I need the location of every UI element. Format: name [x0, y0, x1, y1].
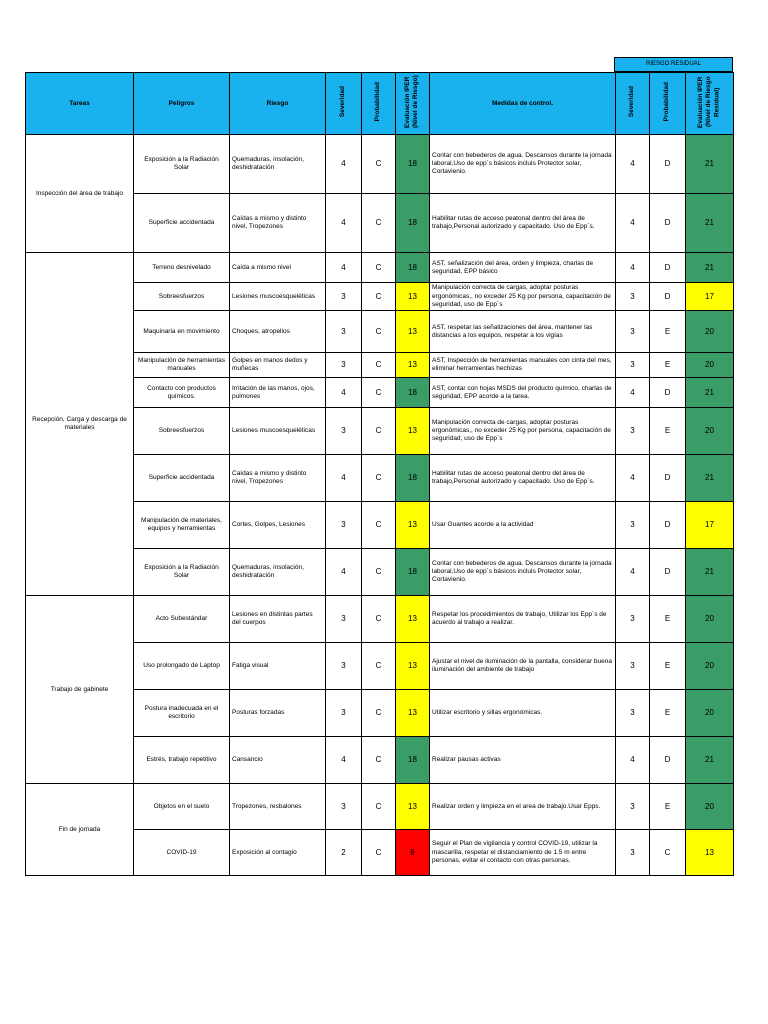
severidad-cell: 3: [326, 596, 362, 643]
probabilidad-cell: C: [362, 737, 396, 784]
severidad-residual-cell: 3: [616, 502, 650, 549]
table-row: [26, 784, 734, 830]
peligro-cell: COVID-19: [134, 830, 230, 876]
probabilidad-residual-cell: D: [650, 378, 686, 408]
evaluacion-residual-cell: 20: [686, 353, 734, 378]
medidas-cell: Usar Guantes acorde a la actividad: [430, 502, 616, 549]
residual-risk-label: RIESGO RESIDUAL: [614, 57, 733, 72]
probabilidad-residual-cell: D: [650, 549, 686, 596]
evaluacion-cell: 13: [396, 311, 430, 353]
probabilidad-cell: C: [362, 311, 396, 353]
probabilidad-cell: C: [362, 549, 396, 596]
probabilidad-cell: C: [362, 643, 396, 690]
probabilidad-cell: C: [362, 596, 396, 643]
table-header-row: [26, 73, 734, 135]
header-probabilidad: Probabilidad: [362, 73, 396, 135]
table-row: [26, 596, 734, 643]
peligro-cell: Estrés, trabajo repetitivo: [134, 737, 230, 784]
evaluacion-cell: 18: [396, 135, 430, 194]
peligro-cell: Superficie accidentada: [134, 194, 230, 253]
probabilidad-residual-cell: D: [650, 194, 686, 253]
table-row: [26, 135, 734, 194]
probabilidad-cell: C: [362, 784, 396, 830]
evaluacion-cell: 18: [396, 549, 430, 596]
riesgo-cell: Cortes, Golpes, Lesiones: [230, 502, 326, 549]
probabilidad-cell: C: [362, 690, 396, 737]
evaluacion-residual-cell: 21: [686, 549, 734, 596]
severidad-cell: 4: [326, 135, 362, 194]
probabilidad-cell: C: [362, 283, 396, 311]
severidad-cell: 4: [326, 194, 362, 253]
evaluacion-cell: 18: [396, 737, 430, 784]
evaluacion-residual-cell: 21: [686, 253, 734, 283]
medidas-cell: Contar con bebederos de agua. Descansos durante la jornada laboral,Uso de epp´s básicos incluis Protector solar, Cortavienio.: [430, 549, 616, 596]
peligro-cell: Contacto con productos químicos.: [134, 378, 230, 408]
severidad-cell: 3: [326, 353, 362, 378]
riesgo-cell: Caídas a mismo y distinto nivel, Tropezones: [230, 194, 326, 253]
severidad-cell: 3: [326, 784, 362, 830]
evaluacion-residual-cell: 17: [686, 502, 734, 549]
probabilidad-residual-cell: E: [650, 596, 686, 643]
evaluacion-cell: 13: [396, 643, 430, 690]
riesgo-cell: Cansancio: [230, 737, 326, 784]
evaluacion-cell: 13: [396, 784, 430, 830]
evaluacion-residual-cell: 13: [686, 830, 734, 876]
severidad-residual-cell: 4: [616, 253, 650, 283]
evaluacion-cell: 13: [396, 283, 430, 311]
peligro-cell: Manipulación de materiales, equipos y herramientas: [134, 502, 230, 549]
evaluacion-cell: 8: [396, 830, 430, 876]
probabilidad-residual-cell: D: [650, 455, 686, 502]
severidad-cell: 3: [326, 643, 362, 690]
peligro-cell: Postura inadecuada en el escritorio: [134, 690, 230, 737]
evaluacion-residual-cell: 17: [686, 283, 734, 311]
header-severidad: Severidad: [326, 73, 362, 135]
severidad-cell: 3: [326, 408, 362, 455]
probabilidad-cell: C: [362, 455, 396, 502]
medidas-cell: AST, respetar las señalizaciones del área, mantener las distancias a los equipos, respetar a los vigías: [430, 311, 616, 353]
probabilidad-residual-cell: D: [650, 283, 686, 311]
medidas-cell: Ajustar el nivel de iluminación de la pantalla, considerar buena iluminación del ambiente de trabajo: [430, 643, 616, 690]
probabilidad-cell: C: [362, 830, 396, 876]
riesgo-cell: Fatiga visual: [230, 643, 326, 690]
probabilidad-cell: C: [362, 408, 396, 455]
probabilidad-residual-cell: D: [650, 135, 686, 194]
peligro-cell: Exposición a la Radiación Solar: [134, 135, 230, 194]
evaluacion-cell: 13: [396, 596, 430, 643]
evaluacion-cell: 18: [396, 455, 430, 502]
severidad-cell: 4: [326, 378, 362, 408]
probabilidad-residual-cell: E: [650, 353, 686, 378]
medidas-cell: Manipulación correcta de cargas, adoptar posturas ergonómicas,, no exceder 25 Kg por persona, capacitación de seguridad, uso de Epp´s: [430, 283, 616, 311]
evaluacion-residual-cell: 20: [686, 690, 734, 737]
probabilidad-cell: C: [362, 502, 396, 549]
probabilidad-residual-cell: E: [650, 408, 686, 455]
riesgo-cell: Lesiones muscoesqueléticas: [230, 408, 326, 455]
evaluacion-cell: 13: [396, 502, 430, 549]
header-riesgo: Riesgo: [230, 73, 326, 135]
medidas-cell: Utilizar escritorio y sillas ergonómicas.: [430, 690, 616, 737]
medidas-cell: Respetar los procedimientos de trabajo, Utilizar los Epp´s de acuerdo al trabajo a realizar.: [430, 596, 616, 643]
probabilidad-cell: C: [362, 253, 396, 283]
task-cell: Inspección del área de trabajo: [26, 135, 134, 253]
severidad-residual-cell: 4: [616, 194, 650, 253]
riesgo-cell: Lesiones muscoesqueléticas: [230, 283, 326, 311]
severidad-cell: 3: [326, 690, 362, 737]
task-cell: Fin de jornada: [26, 784, 134, 876]
severidad-residual-cell: 4: [616, 455, 650, 502]
header-tareas: Tareas: [26, 73, 134, 135]
riesgo-cell: Caída a mismo nivel: [230, 253, 326, 283]
severidad-residual-cell: 3: [616, 690, 650, 737]
severidad-cell: 4: [326, 455, 362, 502]
medidas-cell: Habilitar rutas de acceso peatonal dentro del área de trabajo,Personal autorizado y capacitado. Uso de Epp´s.: [430, 194, 616, 253]
probabilidad-residual-cell: C: [650, 830, 686, 876]
probabilidad-residual-cell: D: [650, 502, 686, 549]
medidas-cell: Habilitar rutas de acceso peatonal dentro del área de trabajo,Personal autorizado y capacitado. Uso de Epp´s.: [430, 455, 616, 502]
medidas-cell: Seguir el Plan de vigilancia y control COVID-19, utilizar la mascarilla, respetar el distanciamiento de 1.5 m entre personas, evitar el contacto con otras personas.: [430, 830, 616, 876]
evaluacion-residual-cell: 21: [686, 737, 734, 784]
severidad-residual-cell: 3: [616, 408, 650, 455]
medidas-cell: AST, contar con hojas MSDS del producto químico, charlas de seguridad, EPP acorde a la tarea.: [430, 378, 616, 408]
riesgo-cell: Choques, atropellos: [230, 311, 326, 353]
evaluacion-residual-cell: 21: [686, 194, 734, 253]
iper-risk-table: [25, 72, 734, 876]
severidad-residual-cell: 4: [616, 378, 650, 408]
severidad-cell: 2: [326, 830, 362, 876]
peligro-cell: Exposición a la Radiación Solar: [134, 549, 230, 596]
riesgo-cell: Quemaduras, insolación, deshidratación: [230, 549, 326, 596]
task-cell: Trabajo de gabinete: [26, 596, 134, 784]
probabilidad-residual-cell: E: [650, 311, 686, 353]
evaluacion-cell: 18: [396, 194, 430, 253]
severidad-residual-cell: 4: [616, 549, 650, 596]
evaluacion-residual-cell: 20: [686, 784, 734, 830]
probabilidad-residual-cell: E: [650, 643, 686, 690]
riesgo-cell: Caídas a mismo y distinto nivel, Tropezones: [230, 455, 326, 502]
severidad-cell: 3: [326, 502, 362, 549]
severidad-residual-cell: 3: [616, 830, 650, 876]
probabilidad-residual-cell: D: [650, 253, 686, 283]
severidad-residual-cell: 3: [616, 283, 650, 311]
riesgo-cell: Tropezones, resbalones: [230, 784, 326, 830]
header-evaluacion-residual: Evaluación IPER (Nivel de Riesgo Residual): [686, 73, 734, 135]
riesgo-cell: Exposición al contagio: [230, 830, 326, 876]
riesgo-cell: Irritación de las manos, ojos, pulmones: [230, 378, 326, 408]
medidas-cell: Manipulación correcta de cargas, adoptar posturas ergonómicas,, no exceder 25 Kg por persona, capacitación de seguridad, uso de Epp´s: [430, 408, 616, 455]
probabilidad-cell: C: [362, 135, 396, 194]
evaluacion-residual-cell: 21: [686, 135, 734, 194]
severidad-cell: 4: [326, 737, 362, 784]
riesgo-cell: Posturas forzadas: [230, 690, 326, 737]
probabilidad-cell: C: [362, 353, 396, 378]
medidas-cell: Contar con bebederos de agua. Descansos durante la jornada laboral,Uso de epp´s básicos incluis Protector solar, Cortavienio.: [430, 135, 616, 194]
riesgo-cell: Golpes en manos dedos y muñecas: [230, 353, 326, 378]
severidad-residual-cell: 4: [616, 135, 650, 194]
evaluacion-residual-cell: 21: [686, 455, 734, 502]
severidad-residual-cell: 3: [616, 311, 650, 353]
peligro-cell: Sobreesfuerzos: [134, 283, 230, 311]
severidad-residual-cell: 3: [616, 353, 650, 378]
probabilidad-cell: C: [362, 194, 396, 253]
evaluacion-cell: 13: [396, 690, 430, 737]
header-severidad-residual: Severidad: [616, 73, 650, 135]
riesgo-cell: Quemaduras, insolación, deshidratación: [230, 135, 326, 194]
peligro-cell: Terreno desnivelado: [134, 253, 230, 283]
header-medidas: Medidas de control.: [430, 73, 616, 135]
peligro-cell: Sobreesfuerzos: [134, 408, 230, 455]
medidas-cell: AST, señalización del área, orden y limpieza, charlas de seguridad, EPP básico: [430, 253, 616, 283]
header-peligros: Peligros: [134, 73, 230, 135]
severidad-residual-cell: 4: [616, 737, 650, 784]
severidad-cell: 3: [326, 283, 362, 311]
evaluacion-residual-cell: 21: [686, 378, 734, 408]
header-evaluacion: Evaluación IPER (Nivel de Riesgo): [396, 73, 430, 135]
probabilidad-residual-cell: E: [650, 690, 686, 737]
evaluacion-residual-cell: 20: [686, 596, 734, 643]
severidad-residual-cell: 3: [616, 596, 650, 643]
medidas-cell: AST, Inspección de herramientas manuales con cinta del mes, eliminar herramientas hechizas: [430, 353, 616, 378]
table-row: [26, 253, 734, 283]
evaluacion-cell: 13: [396, 353, 430, 378]
peligro-cell: Uso prolongado de Laptop: [134, 643, 230, 690]
peligro-cell: Acto Subestándar: [134, 596, 230, 643]
peligro-cell: Manipulación de herramientas manuales: [134, 353, 230, 378]
task-cell: Recepción, Carga y descarga de materiales: [26, 253, 134, 596]
evaluacion-residual-cell: 20: [686, 311, 734, 353]
severidad-residual-cell: 3: [616, 784, 650, 830]
evaluacion-cell: 18: [396, 253, 430, 283]
severidad-cell: 4: [326, 253, 362, 283]
probabilidad-residual-cell: D: [650, 737, 686, 784]
severidad-cell: 3: [326, 311, 362, 353]
probabilidad-cell: C: [362, 378, 396, 408]
severidad-cell: 4: [326, 549, 362, 596]
medidas-cell: Realizar pausas activas: [430, 737, 616, 784]
medidas-cell: Realizar orden y limpieza en el area de trabajo.Usar Epps.: [430, 784, 616, 830]
evaluacion-cell: 18: [396, 378, 430, 408]
header-probabilidad-residual: Probabilidad: [650, 73, 686, 135]
evaluacion-cell: 13: [396, 408, 430, 455]
riesgo-cell: Lesiones en distintas partes del cuerpos: [230, 596, 326, 643]
severidad-residual-cell: 3: [616, 643, 650, 690]
probabilidad-residual-cell: E: [650, 784, 686, 830]
evaluacion-residual-cell: 20: [686, 643, 734, 690]
evaluacion-residual-cell: 20: [686, 408, 734, 455]
peligro-cell: Maquinaria en movimiento: [134, 311, 230, 353]
peligro-cell: Superficie accidentada: [134, 455, 230, 502]
peligro-cell: Objetos en el suelo: [134, 784, 230, 830]
